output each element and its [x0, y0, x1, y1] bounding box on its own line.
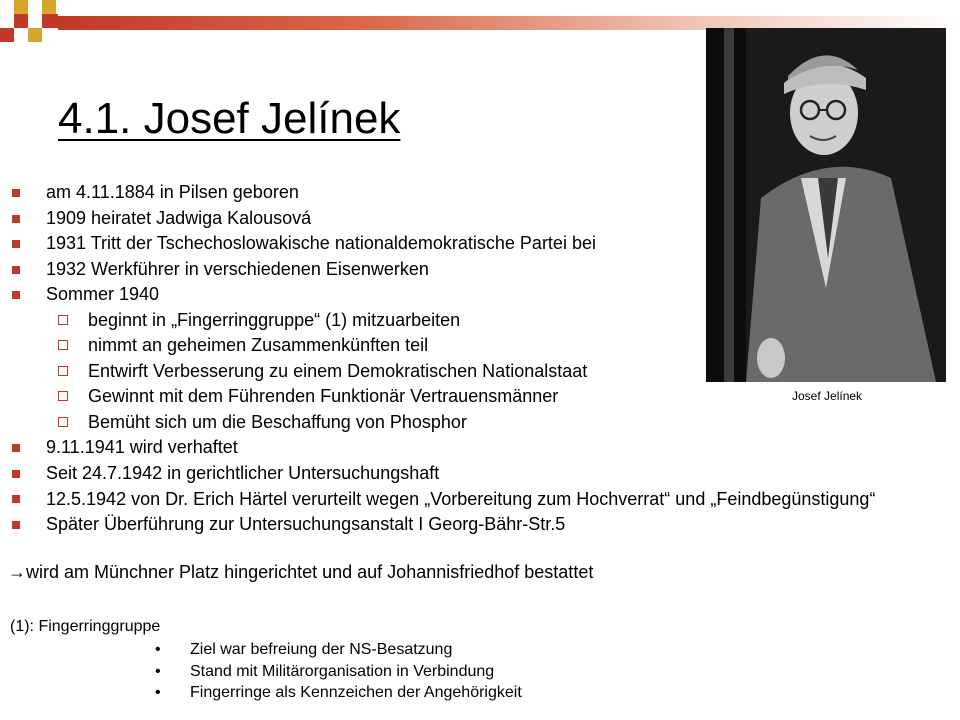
footnote-item: • Ziel war befreiung der NS-Besatzung — [0, 639, 522, 661]
list-item: 1931 Tritt der Tschechoslowakische nationaldemokratische Partei bei — [0, 231, 886, 257]
square-bullet-icon — [12, 189, 20, 197]
square-bullet-icon — [12, 470, 20, 478]
square-bullet-icon — [12, 291, 20, 299]
right-arrow-icon: → — [8, 562, 26, 582]
square-bullet-icon — [12, 521, 20, 529]
square-bullet-icon — [12, 240, 20, 248]
sub-list-item: nimmt an geheimen Zusammenkünften teil — [0, 333, 886, 359]
dot-bullet-icon: • — [155, 662, 161, 680]
list-item: Sommer 1940 beginnt in „Fingerringgruppe“ (1) mitzuarbeiten nimmt an geheimen Zusammenkünften teil Entwirft Verbesserung zu einem Demokratischen Nationalstaat Gewinnt mit dem Führenden Funktionär Vertrauensmänner Bemüht sich um die Beschaffung von Phosphor — [0, 282, 886, 435]
slide-title: 4.1. Josef Jelínek — [58, 94, 401, 143]
dot-bullet-icon: • — [155, 684, 161, 701]
deco-square — [0, 28, 14, 42]
square-bullet-icon — [12, 444, 20, 452]
sub-list-item: Entwirft Verbesserung zu einem Demokratischen Nationalstaat — [0, 359, 886, 385]
list-item: am 4.11.1884 in Pilsen geboren — [0, 180, 886, 206]
biography-list — [0, 180, 886, 538]
list-item: 1909 heiratet Jadwiga Kalousová — [0, 206, 886, 232]
dot-bullet-icon: • — [155, 641, 161, 658]
hollow-square-bullet-icon — [58, 315, 68, 325]
hollow-square-bullet-icon — [58, 366, 68, 376]
sub-list-item: Gewinnt mit dem Führenden Funktionär Vertrauensmänner — [0, 384, 886, 410]
list-item: 1932 Werkführer in verschiedenen Eisenwerken — [0, 257, 886, 283]
hollow-square-bullet-icon — [58, 391, 68, 401]
sub-list — [46, 308, 886, 436]
deco-square — [14, 14, 28, 28]
sub-list-item: Bemüht sich um die Beschaffung von Phosphor — [0, 410, 886, 436]
footnote-label: (1): Fingerringgruppe — [10, 618, 161, 635]
deco-square — [14, 0, 28, 14]
sub-list-item: beginnt in „Fingerringgruppe“ (1) mitzuarbeiten — [0, 308, 886, 334]
hollow-square-bullet-icon — [58, 340, 68, 350]
square-bullet-icon — [12, 495, 20, 503]
square-bullet-icon — [12, 215, 20, 223]
deco-square — [28, 28, 42, 42]
list-item: Später Überführung zur Untersuchungsanstalt I Georg-Bähr-Str.5 — [0, 512, 886, 538]
list-item: 9.11.1941 wird verhaftet — [0, 435, 886, 461]
footnote-list — [0, 639, 522, 704]
hollow-square-bullet-icon — [58, 417, 68, 427]
deco-square — [28, 14, 42, 28]
conclusion-line: →wird am Münchner Platz hingerichtet und auf Johannisfriedhof bestattet — [8, 562, 594, 582]
list-item: 12.5.1942 von Dr. Erich Härtel verurteilt wegen „Vorbereitung zum Hochverrat“ und „Feindbegünstigung“ — [0, 486, 886, 512]
list-item: Seit 24.7.1942 in gerichtlicher Untersuchungshaft — [0, 461, 886, 487]
photo-caption: Josef Jelínek — [792, 389, 863, 403]
square-bullet-icon — [12, 266, 20, 274]
deco-square — [42, 0, 56, 14]
deco-square — [42, 14, 58, 28]
footnote-item: • Stand mit Militärorganisation in Verbindung — [0, 661, 522, 683]
footnote-item: • Fingerringe als Kennzeichen der Angehörigkeit — [0, 682, 522, 704]
